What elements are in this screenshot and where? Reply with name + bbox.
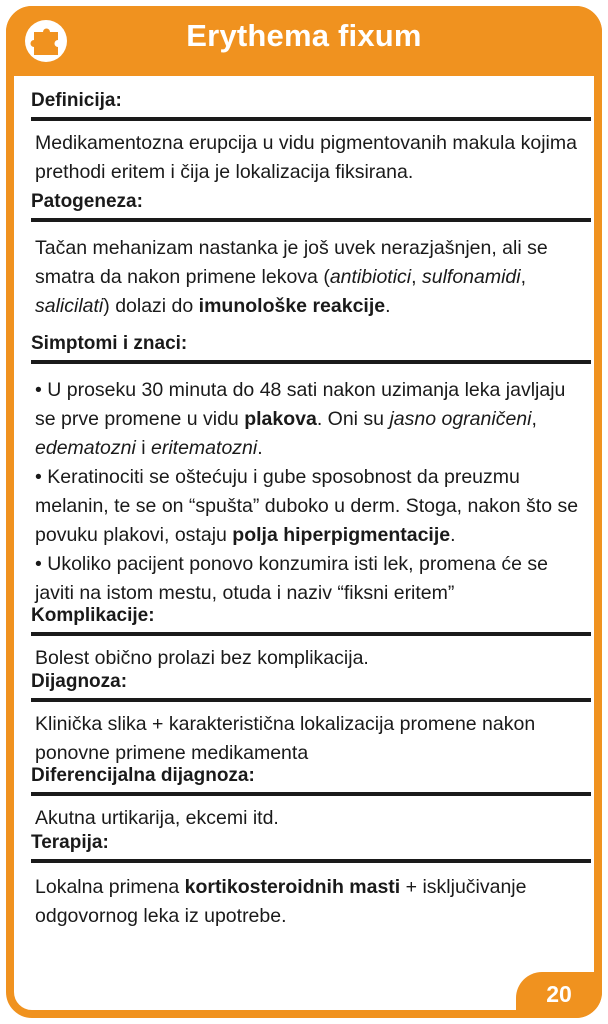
section-symptoms xyxy=(31,333,591,608)
section-title: Simptomi i znaci: xyxy=(31,333,188,354)
text-run: Tačan mehanizam nastanka je još uvek nerazjašnjen, ali se smatra da nakon primene lekova ( xyxy=(35,237,548,288)
italic-run: eritematozni xyxy=(151,437,258,459)
text-run: . xyxy=(257,437,263,459)
bullet-paragraph xyxy=(31,463,591,550)
divider xyxy=(31,859,591,863)
section-complications xyxy=(31,605,591,673)
section-title: Terapija: xyxy=(31,832,109,853)
section-text: Akutna urtikarija, ekcemi itd. xyxy=(35,807,279,829)
section-definition xyxy=(31,90,591,187)
section-text: Bolest obično prolazi bez komplikacija. xyxy=(35,647,369,669)
text-run: • Keratinociti se oštećuju i gube sposobnost da preuzmu melanin, te se on “spušta” duboko u derm. Stoga, nakon što se povuku plakovi, ostaju xyxy=(35,466,579,546)
bullet-paragraph: • Ukoliko pacijent ponovo konzumira isti lek, promena će se javiti na istom mestu, otuda i naziv “fiksni eritem” xyxy=(35,553,548,604)
divider xyxy=(31,632,591,636)
section-title: Definicija: xyxy=(31,90,122,111)
text-run: + isključivanje odgovornog leka iz upotrebe. xyxy=(35,876,527,927)
header-bar xyxy=(6,6,602,76)
page-title: Erythema fixum xyxy=(186,18,422,53)
content xyxy=(31,84,591,931)
section-differential xyxy=(31,765,591,833)
bold-run: polja hiperpigmentacije xyxy=(232,524,451,546)
divider xyxy=(31,117,591,121)
divider xyxy=(31,218,591,222)
section-therapy xyxy=(31,832,591,931)
page-number-tab xyxy=(516,972,602,1018)
italic-run: edematozni xyxy=(35,437,136,459)
italic-run: jasno ograničeni xyxy=(389,408,532,430)
text-run: • U proseku 30 minuta do 48 sati nakon uzimanja leka javljaju se prve promene u vidu xyxy=(35,379,566,430)
text-run: . xyxy=(385,295,391,317)
section-text xyxy=(31,234,591,321)
text-run: Lokalna primena xyxy=(35,876,185,898)
section-title: Diferencijalna dijagnoza: xyxy=(31,765,255,786)
bold-run: imunološke reakcije xyxy=(198,295,386,317)
text-run: . xyxy=(450,524,456,546)
italic-run: salicilati xyxy=(35,295,104,317)
section-text xyxy=(31,873,591,931)
section-title: Patogeneza: xyxy=(31,191,143,212)
section-pathogenesis xyxy=(31,191,591,321)
text-run: i xyxy=(135,437,151,459)
italic-run: sulfonamidi xyxy=(421,266,521,288)
section-diagnosis xyxy=(31,671,591,768)
section-title: Komplikacije: xyxy=(31,605,155,626)
text-run: , xyxy=(520,266,527,288)
bold-run: kortikosteroidnih masti xyxy=(184,876,401,898)
text-run: , xyxy=(531,408,537,430)
text-run: . Oni su xyxy=(316,408,390,430)
bullet-paragraph xyxy=(31,376,591,463)
card xyxy=(6,6,602,1018)
divider xyxy=(31,698,591,702)
bold-run: plakova xyxy=(244,408,317,430)
text-run: ) dolazi do xyxy=(103,295,199,317)
italic-run: antibiotici xyxy=(329,266,412,288)
section-text: Klinička slika + karakteristična lokalizacija promene nakon ponovne primene medikamenta xyxy=(35,713,536,764)
divider xyxy=(31,360,591,364)
text-run: , xyxy=(411,266,422,288)
section-title: Dijagnoza: xyxy=(31,671,128,692)
section-text: Medikamentozna erupcija u vidu pigmentovanih makula kojima prethodi eritem i čija je lokalizacija fiksirana. xyxy=(35,132,577,183)
divider xyxy=(31,792,591,796)
page-number: 20 xyxy=(546,981,572,1007)
